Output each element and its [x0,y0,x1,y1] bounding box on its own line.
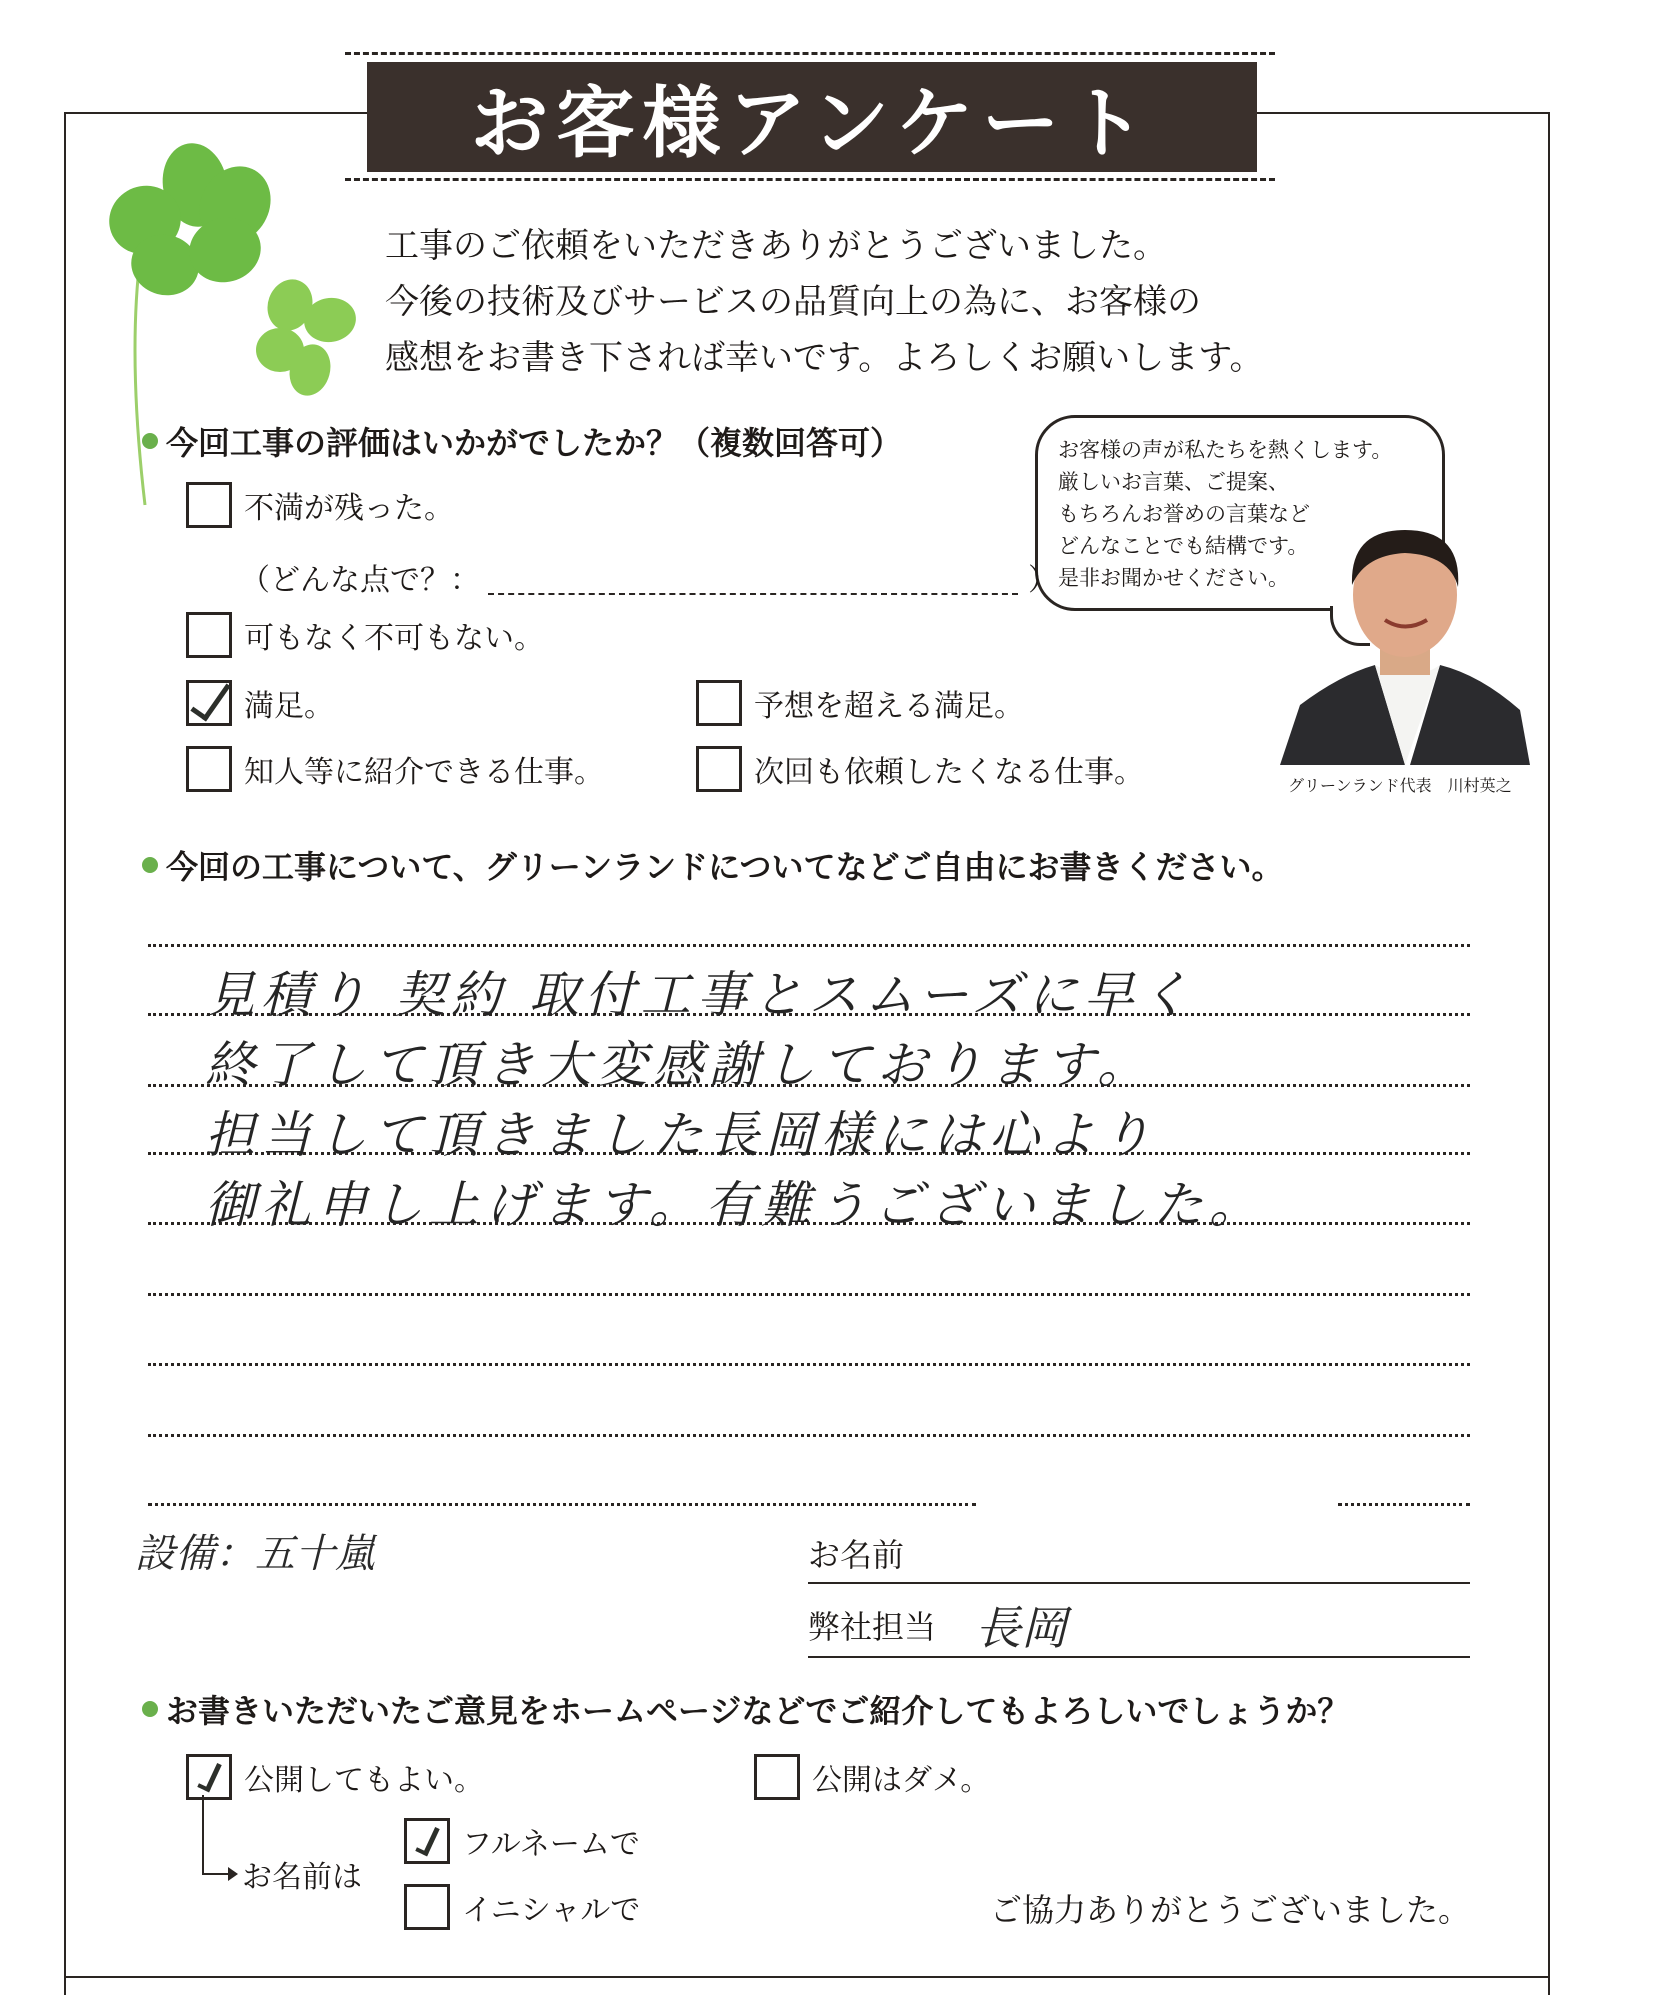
title-band [345,52,1275,182]
bubble-line: もちろんお誉めの言葉など [1058,502,1310,526]
checkbox-checked[interactable] [404,1818,450,1864]
bubble-line: 是非お聞かせください。 [1058,566,1289,590]
page-title: お客様アンケート [470,79,1154,169]
option-initials[interactable] [404,1884,640,1930]
which-point-label: （どんな点で？： [240,563,480,598]
option-satisfied[interactable] [186,680,334,726]
bubble-line: どんなことでも結構です。 [1058,534,1309,558]
intro-line: 今後の技術及びサービスの品質向上の為に、お客様の [385,282,1201,322]
option-label: フルネームで [462,1827,640,1862]
option-label: 満足。 [244,689,334,724]
option-dissatisfied[interactable] [186,482,454,528]
staff-value: 長岡 [975,1601,1067,1655]
checkbox[interactable] [696,746,742,792]
ruled-line [148,1503,976,1506]
checkbox[interactable] [186,746,232,792]
name-prefix: お名前は [242,1860,362,1895]
ruled-line [148,944,1470,947]
connector-line [202,1873,230,1875]
option-publish-ok[interactable] [186,1754,484,1800]
comment-line: 担当して頂きました長岡様には心より [205,1106,1157,1164]
checkbox[interactable] [754,1754,800,1800]
option-full-name[interactable] [404,1818,640,1864]
q2-heading [142,842,1283,888]
option-recommendable[interactable] [186,746,604,792]
bullet-icon [142,1701,158,1717]
which-point-input[interactable] [488,565,1018,595]
name-label: お名前 [808,1536,905,1574]
equipment-note: 設備：五十嵐 [135,1531,375,1577]
representative-caption: グリーンランド代表 川村英之 [1288,776,1512,795]
intro-line: 感想をお書き下されば幸いです。よろしくお願いします。 [385,338,1264,378]
option-label: 次回も依頼したくなる仕事。 [754,755,1144,790]
q2-heading-text: 今回の工事について、グリーンランドについてなどご自由にお書きください。 [166,848,1284,886]
option-neutral[interactable] [186,612,544,658]
q3-heading [142,1686,1349,1732]
which-point-field [240,555,1058,599]
option-label: 予想を超える満足。 [754,689,1024,724]
q1-heading [142,418,902,464]
which-point-close: ） [1028,563,1058,598]
q3-heading-text: お書きいただいたご意見をホームページなどでご紹介してもよろしいでしょうか？ [166,1692,1350,1730]
title-dashed-line [345,52,1275,55]
thanks-message: ご協力ありがとうございました。 [990,1891,1471,1929]
checkbox[interactable] [186,612,232,658]
name-input[interactable] [808,1582,1470,1584]
option-request-again[interactable] [696,746,1144,792]
comment-line: 御礼申し上げます。有難うございました。 [205,1176,1265,1234]
portrait-icon [1280,525,1530,765]
staff-input[interactable] [808,1656,1470,1658]
staff-label: 弊社担当 [808,1608,937,1646]
option-label: イニシャルで [462,1893,641,1928]
option-label: 不満が残った。 [244,491,454,526]
title-box [367,62,1257,172]
ruled-line [148,1293,1470,1296]
form-bottom-border [64,1976,1550,1978]
checkbox-checked[interactable] [186,680,232,726]
checkbox[interactable] [404,1884,450,1930]
bubble-line: 厳しいお言葉、ご提案、 [1058,470,1289,494]
bubble-line: お客様の声が私たちを熱くします。 [1058,438,1393,462]
ruled-line [148,1363,1470,1366]
intro-text [385,218,1264,386]
checkbox[interactable] [696,680,742,726]
option-label: 知人等に紹介できる仕事。 [244,755,604,790]
connector-line [202,1795,204,1875]
q1-heading-text: 今回工事の評価はいかがでしたか？（複数回答可） [166,424,903,462]
checkbox[interactable] [186,482,232,528]
comment-line: 終了して頂き大変感謝しております。 [205,1036,1153,1094]
intro-line: 工事のご依頼をいただきありがとうございました。 [385,226,1167,266]
title-dashed-line [345,178,1275,181]
bullet-icon [142,433,158,449]
checkbox-checked[interactable] [186,1754,232,1800]
option-beyond-expectation[interactable] [696,680,1024,726]
ruled-line [1338,1503,1470,1506]
option-label: 公開してもよい。 [244,1763,484,1798]
ruled-line [148,1434,1470,1437]
option-label: 公開はダメ。 [812,1763,991,1798]
arrow-right-icon [228,1867,238,1881]
option-label: 可もなく不可もない。 [244,621,544,656]
comment-line: 見積り 契約 取付工事とスムーズに早く [205,966,1196,1024]
option-publish-no[interactable] [754,1754,990,1800]
bullet-icon [142,857,158,873]
